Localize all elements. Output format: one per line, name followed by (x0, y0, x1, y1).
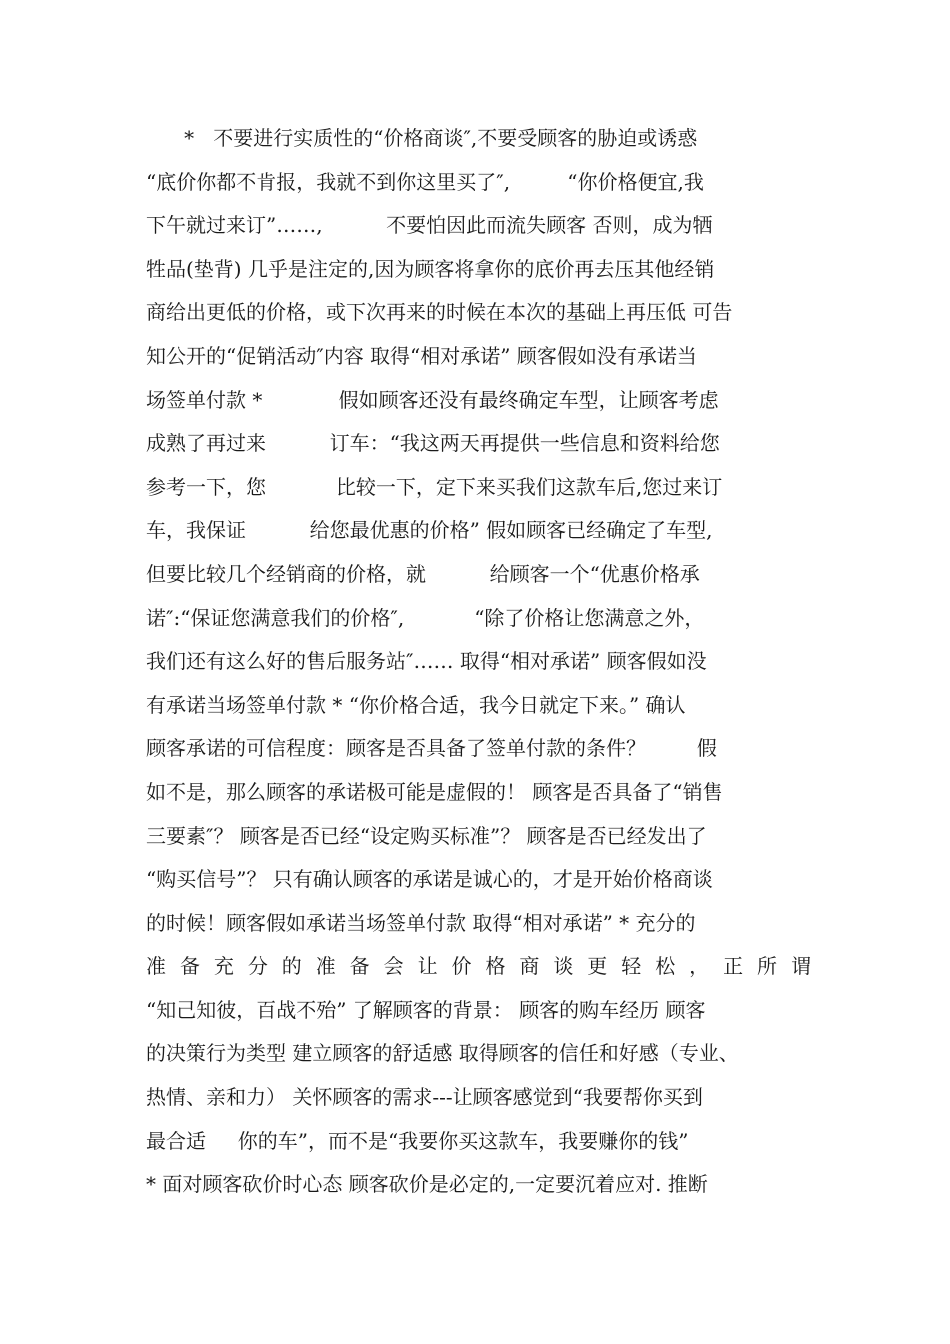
text-line: * 不要进行实质性的“价格商谈″,不要受顾客的胁迫或诱惑 (146, 126, 698, 150)
text-line: 参考一下，您 比较一下，定下来买我们这款车后,您过来订 (146, 474, 723, 499)
text-line: 但要比较几个经销商的价格，就 给顾客一个“优惠价格承 (146, 561, 700, 586)
text-line: 的决策行为类型 建立顾客的舒适感 取得顾客的信任和好感（专业、 (146, 1041, 739, 1066)
text-line: 最合适 你的车”，而不是“我要你买这款车，我要赚你的钱” (146, 1128, 689, 1153)
body-text (146, 117, 811, 1207)
text-line: “知己知彼，百战不殆” 了解顾客的背景： 顾客的购车经历 顾客 (146, 997, 706, 1022)
text-line: 成熟了再过来 订车：“我这两天再提供一些信息和资料给您 (146, 431, 720, 456)
text-line: 商给出更低的价格，或下次再来的时候在本次的基础上再压低 可告 (146, 300, 733, 325)
text-line: 我们还有这么好的售后服务站″…… 取得“相对承诺” 顾客假如没 (146, 649, 707, 674)
text-line: 的时候！顾客假如承诺当场签单付款 取得“相对承诺” * 充分的 (146, 910, 696, 935)
text-line: 三要素″？ 顾客是否已经“设定购买标准”？ 顾客是否已经发出了 (146, 823, 707, 848)
text-line: 热情、亲和力） 关怀顾客的需求---让顾客感觉到“我要帮你买到 (146, 1085, 703, 1110)
text-line: 下午就过来订”……, 不要怕因此而流失顾客 否则，成为牺 (146, 213, 713, 238)
text-line: 牲品(垫背) 几乎是注定的,因为顾客将拿你的底价再去压其他经销 (146, 256, 715, 281)
text-line-spaced: 准 备 充 分 的 准 备 会 让 价 格 商 谈 更 轻 松 ， 正 所 谓 (146, 954, 811, 979)
text-line: 顾客承诺的可信程度：顾客是否具备了签单付款的条件？ 假 (146, 736, 717, 761)
text-line: 车，我保证 给您最优惠的价格” 假如顾客已经确定了车型, (146, 518, 713, 543)
text-line: 诺″:“保证您满意我们的价格″, “除了价格让您满意之外， (146, 605, 705, 630)
text-line: “底价你都不肯报，我就不到你这里买了″, “你价格便宜,我 (146, 169, 704, 194)
text-line: 如不是，那么顾客的承诺极可能是虚假的！ 顾客是否具备了“销售 (146, 779, 723, 804)
text-line: 场签单付款 * 假如顾客还没有最终确定车型，让顾客考虑 (146, 387, 719, 412)
text-line: “购买信号”？ 只有确认顾客的承诺是诚心的，才是开始价格商谈 (146, 867, 713, 892)
text-line: 有承诺当场签单付款 * “你价格合适，我今日就定下来。” 确认 (146, 692, 686, 717)
text-line: 知公开的“促销活动″内容 取得“相对承诺” 顾客假如没有承诺当 (146, 343, 697, 368)
text-line: * 面对顾客砍价时心态 顾客砍价是必定的,一定要沉着应对. 推断 (146, 1172, 708, 1197)
